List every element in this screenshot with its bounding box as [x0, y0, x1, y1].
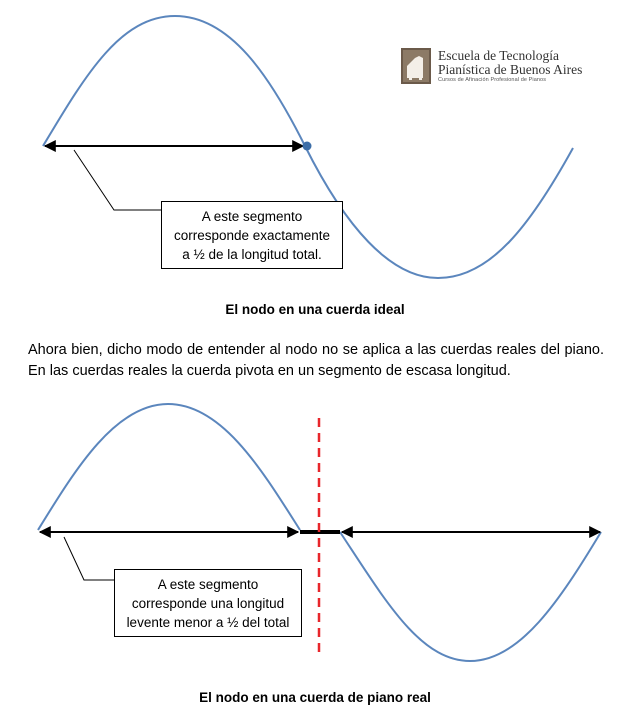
caption-ideal-string: El nodo en una cuerda ideal	[225, 302, 405, 317]
logo-line-2: Pianística de Buenos Aires	[438, 62, 583, 77]
school-logo	[401, 48, 601, 84]
callout-line: A este segmento	[201, 209, 303, 224]
callout-pointer-2	[64, 537, 115, 580]
caption-real-string: El nodo en una cuerda de piano real	[199, 690, 431, 705]
callout-line: corresponde una longitud	[131, 596, 285, 611]
callout-line: corresponde exactamente	[173, 228, 331, 243]
callout-box-ideal	[161, 201, 343, 269]
logo-line-3: Cursos de Afinación Profesional de Pianos	[438, 77, 547, 83]
ideal-node-dot	[303, 142, 312, 151]
explanation-paragraph: Ahora bien, dicho modo de entender al nodo no se aplica a las cuerdas reales del piano. En las cuerdas reales la cuerda pivota en un segmento de escasa longitud.	[28, 342, 604, 379]
callout-line: A este segmento	[157, 577, 259, 592]
real-string-wave-right	[340, 532, 601, 661]
callout-box-real	[114, 569, 302, 637]
piano-logo-icon	[401, 48, 431, 84]
logo-line-1: Escuela de Tecnología	[438, 48, 560, 63]
callout-line: levente menor a ½ del total	[126, 615, 290, 630]
real-string-wave-left	[38, 404, 300, 530]
callout-line: a ½ de la longitud total.	[182, 247, 322, 262]
callout-pointer-1	[74, 150, 162, 210]
